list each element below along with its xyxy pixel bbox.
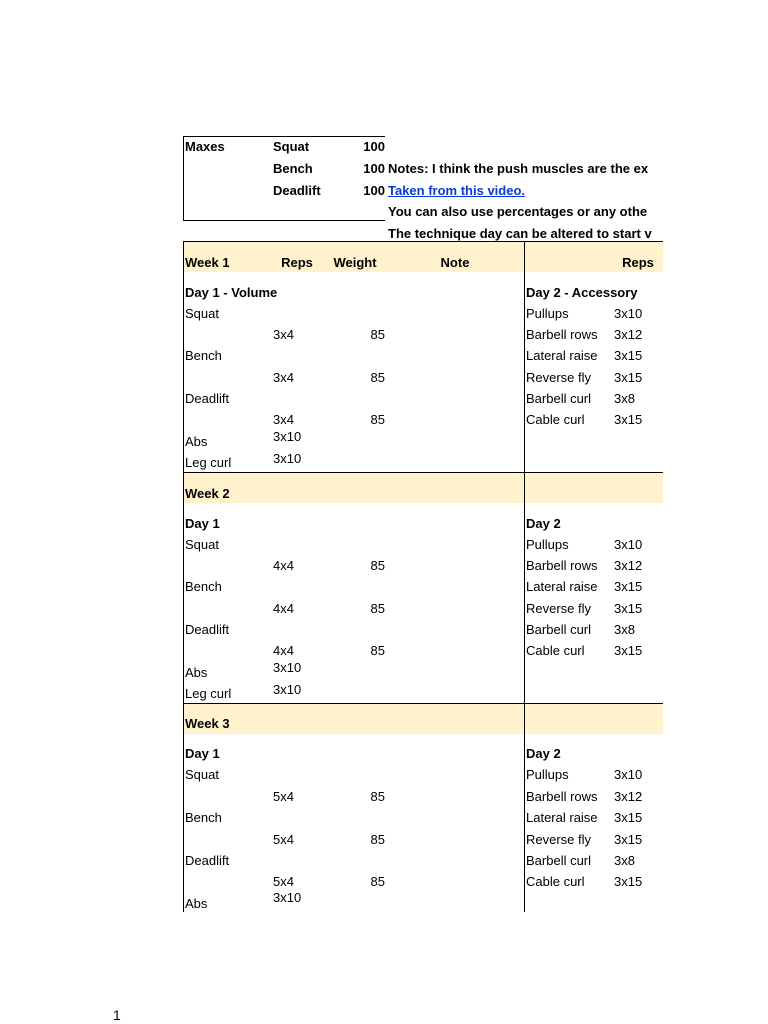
- week-1-acc-3-reps: 3x15: [614, 348, 643, 363]
- print-area-edge: [663, 0, 768, 1024]
- week-1-acc-6: Cable curl: [526, 412, 585, 427]
- max-deadlift-value: 100: [363, 183, 385, 198]
- week-3-top-border: [183, 703, 663, 704]
- week-3-acc-2: Barbell rows: [526, 789, 598, 804]
- week-2-squat: Squat: [185, 537, 219, 552]
- week-3-day-1-title: Day 1: [185, 746, 220, 761]
- reps-header: Reps: [281, 255, 313, 270]
- week-3-acc-1: Pullups: [526, 767, 569, 782]
- week-1-deadlift-weight: 85: [370, 412, 385, 427]
- day-divider: [524, 241, 525, 912]
- week-2-acc-6-reps: 3x15: [614, 643, 643, 658]
- week-2-deadlift: Deadlift: [185, 622, 230, 637]
- week-2-legcurl: Leg curl: [185, 686, 232, 701]
- week-2-acc-2-reps: 3x12: [614, 558, 643, 573]
- notes-line-4: The technique day can be altered to start v: [388, 226, 652, 241]
- week-1-day-2-title: Day 2 - Accessory: [526, 285, 638, 300]
- maxes-top-border: [183, 136, 385, 137]
- week-2-legcurl-reps: 3x10: [273, 682, 302, 697]
- week-2-bench: Bench: [185, 579, 222, 594]
- week-1-bench: Bench: [185, 348, 222, 363]
- week-2-day-2-title: Day 2: [526, 516, 561, 531]
- week-2-acc-3-reps: 3x15: [614, 579, 643, 594]
- week-3-abs: Abs: [185, 896, 208, 911]
- week-1-legcurl-reps: 3x10: [273, 451, 302, 466]
- week-3-acc-6-reps: 3x15: [614, 874, 643, 889]
- week-2-acc-5: Barbell curl: [526, 622, 592, 637]
- week-2-deadlift-weight: 85: [370, 643, 385, 658]
- max-squat-label: Squat: [273, 139, 310, 154]
- week-3-abs-reps: 3x10: [273, 890, 302, 905]
- week-1-acc-2: Barbell rows: [526, 327, 598, 342]
- week-1-squat-weight: 85: [370, 327, 385, 342]
- week-3-acc-4-reps: 3x15: [614, 832, 643, 847]
- week-1-abs-reps: 3x10: [273, 429, 302, 444]
- week-1-acc-4: Reverse fly: [526, 370, 592, 385]
- week-1-bench-weight: 85: [370, 370, 385, 385]
- week-2-acc-1-reps: 3x10: [614, 537, 643, 552]
- maxes-divider: [183, 136, 184, 221]
- week-2-acc-2: Barbell rows: [526, 558, 598, 573]
- week-1-deadlift: Deadlift: [185, 391, 230, 406]
- week-1-day-1-title: Day 1 - Volume: [185, 285, 278, 300]
- week-2-abs-reps: 3x10: [273, 660, 302, 675]
- week-1-acc-5: Barbell curl: [526, 391, 592, 406]
- week-3-day-2-title: Day 2: [526, 746, 561, 761]
- notes-line-1: Notes: I think the push muscles are the ex: [388, 161, 649, 176]
- week-1-squat: Squat: [185, 306, 219, 321]
- maxes-bottom-border: [183, 220, 385, 221]
- week-2-bench-reps: 4x4: [273, 601, 294, 616]
- week-3-bench: Bench: [185, 810, 222, 825]
- week-3-acc-5-reps: 3x8: [614, 853, 635, 868]
- week-1-bench-reps: 3x4: [273, 370, 294, 385]
- week-1-label: Week 1: [185, 255, 230, 270]
- maxes-label: Maxes: [185, 139, 225, 154]
- week-1-abs: Abs: [185, 434, 208, 449]
- week-3-acc-4: Reverse fly: [526, 832, 592, 847]
- week-2-squat-reps: 4x4: [273, 558, 294, 573]
- week-3-deadlift-weight: 85: [370, 874, 385, 889]
- week-2-top-border: [183, 472, 663, 473]
- week-2-squat-weight: 85: [370, 558, 385, 573]
- week-2-acc-3: Lateral raise: [526, 579, 598, 594]
- week-1-acc-4-reps: 3x15: [614, 370, 643, 385]
- note-header: Note: [440, 255, 470, 270]
- video-link[interactable]: Taken from this video.: [388, 183, 526, 198]
- week-3-bench-weight: 85: [370, 832, 385, 847]
- week-1-squat-reps: 3x4: [273, 327, 294, 342]
- week-3-squat: Squat: [185, 767, 219, 782]
- max-deadlift-label: Deadlift: [273, 183, 321, 198]
- week-2-bench-weight: 85: [370, 601, 385, 616]
- max-bench-label: Bench: [273, 161, 313, 176]
- week-2-acc-1: Pullups: [526, 537, 569, 552]
- week-3-header-band: [183, 704, 663, 734]
- week-3-bench-reps: 5x4: [273, 832, 294, 847]
- page-number: 1: [113, 1007, 121, 1023]
- week-3-acc-3: Lateral raise: [526, 810, 598, 825]
- max-bench-value: 100: [363, 161, 385, 176]
- week-1-acc-1: Pullups: [526, 306, 569, 321]
- week-2-day-1-title: Day 1: [185, 516, 220, 531]
- week-3-acc-1-reps: 3x10: [614, 767, 643, 782]
- week-1-acc-2-reps: 3x12: [614, 327, 643, 342]
- weight-header: Weight: [333, 255, 377, 270]
- week-3-acc-6: Cable curl: [526, 874, 585, 889]
- week-2-label: Week 2: [185, 486, 230, 501]
- week-3-deadlift: Deadlift: [185, 853, 230, 868]
- week-3-acc-2-reps: 3x12: [614, 789, 643, 804]
- week-2-acc-6: Cable curl: [526, 643, 585, 658]
- week-2-header-band: [183, 473, 663, 503]
- week-3-acc-3-reps: 3x15: [614, 810, 643, 825]
- week-1-acc-6-reps: 3x15: [614, 412, 643, 427]
- notes-line-3: You can also use percentages or any othe: [388, 204, 648, 219]
- week-3-squat-weight: 85: [370, 789, 385, 804]
- week-1-deadlift-reps: 3x4: [273, 412, 294, 427]
- week-2-acc-4: Reverse fly: [526, 601, 592, 616]
- week-1-top-border: [183, 241, 663, 242]
- week-1-acc-1-reps: 3x10: [614, 306, 643, 321]
- max-squat-value: 100: [363, 139, 385, 154]
- reps-header-day2: Reps: [622, 255, 654, 270]
- week-2-acc-4-reps: 3x15: [614, 601, 643, 616]
- week-1-acc-3: Lateral raise: [526, 348, 598, 363]
- week-2-deadlift-reps: 4x4: [273, 643, 294, 658]
- week-2-abs: Abs: [185, 665, 208, 680]
- week-1-legcurl: Leg curl: [185, 455, 232, 470]
- week-3-label: Week 3: [185, 716, 230, 731]
- week-2-acc-5-reps: 3x8: [614, 622, 635, 637]
- week-1-acc-5-reps: 3x8: [614, 391, 635, 406]
- week-3-acc-5: Barbell curl: [526, 853, 592, 868]
- week-3-deadlift-reps: 5x4: [273, 874, 294, 889]
- week-3-squat-reps: 5x4: [273, 789, 294, 804]
- table-left-border: [183, 241, 184, 912]
